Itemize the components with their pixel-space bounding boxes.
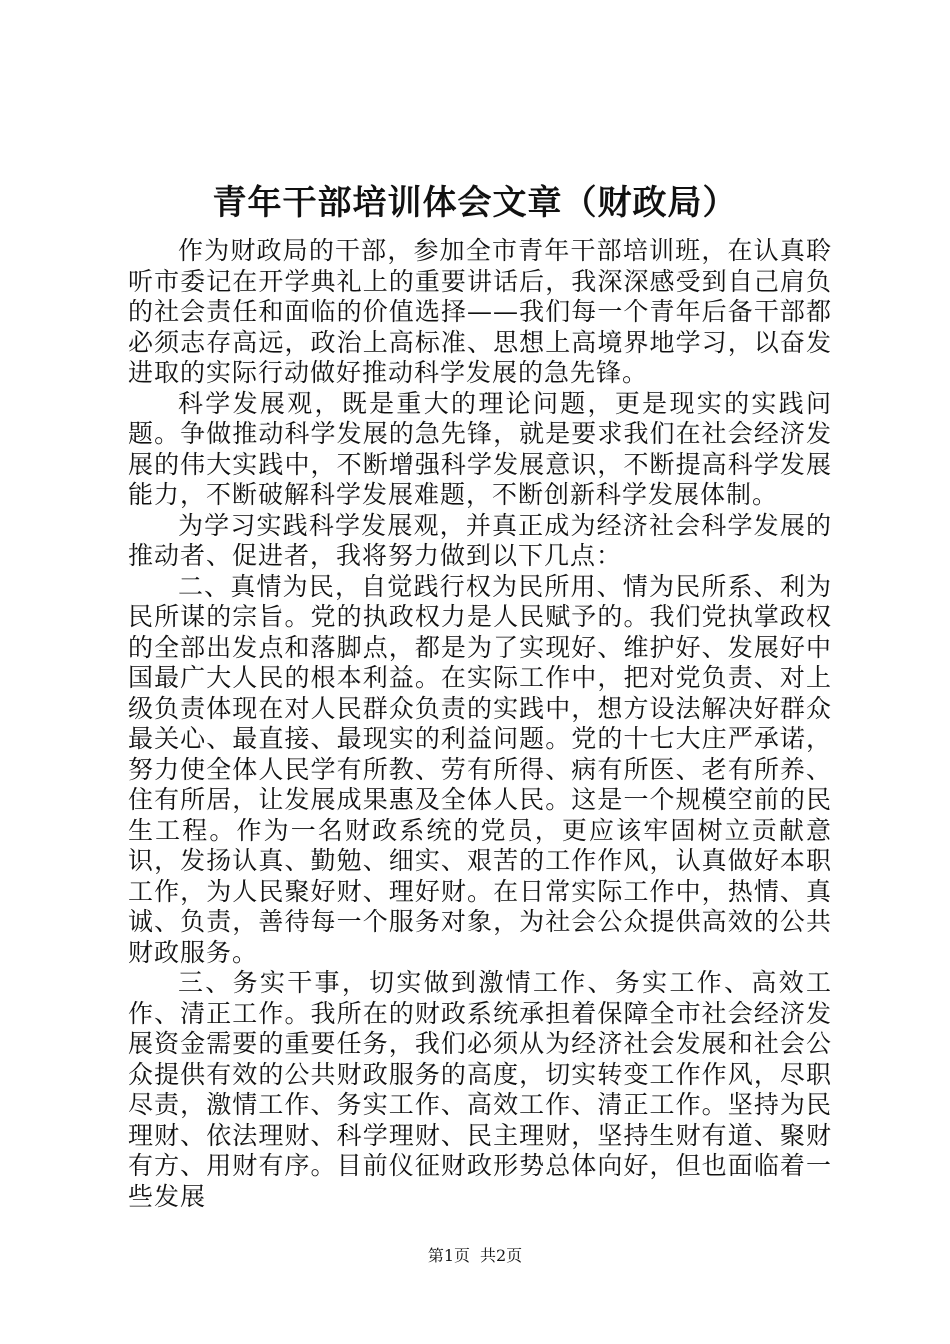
paragraph-scientific-development: 科学发展观，既是重大的理论问题，更是现实的实践问题。争做推动科学发展的急先锋，就是要求我们在社会经济发展的伟大实践中，不断增强科学发展意识，不断提高科学发展能力，不断破解科学发展难题，不断创新科学发展体制。 [128,388,832,509]
document-body [128,236,832,1212]
paragraph-intro: 作为财政局的干部，参加全市青年干部培训班，在认真聆听市委记在开学典礼上的重要讲话后，我深深感受到自己肩负的社会责任和面临的价值选择——我们每一个青年后备干部都必须志存高远，政治上高标准、思想上高境界地学习，以奋发进取的实际行动做好推动科学发展的急先锋。 [128,236,832,387]
paragraph-point-three: 三、务实干事，切实做到激情工作、务实工作、高效工作、清正工作。我所在的财政系统承担着保障全市社会经济发展资金需要的重要任务，我们必须从为经济社会发展和社会公众提供有效的公共财政服务的高度，切实转变工作作风，尽职尽责，激情工作、务实工作、高效工作、清正工作。坚持为民理财、依法理财、科学理财、民主理财，坚持生财有道、聚财有方、用财有序。目前仪征财政形势总体向好，但也面临着一些发展 [128,968,832,1211]
page-footer [0,1246,950,1266]
page-total: 共2页 [480,1246,523,1265]
page-number: 第1页 [427,1246,470,1265]
document-title: 青年干部培训体会文章（财政局） [212,183,738,223]
paragraph-commitment: 为学习实践科学发展观，并真正成为经济社会科学发展的推动者、促进者，我将努力做到以下几点： [128,510,832,570]
paragraph-point-two: 二、真情为民，自觉践行权为民所用、情为民所系、利为民所谋的宗旨。党的执政权力是人民赋予的。我们党执掌政权的全部出发点和落脚点，都是为了实现好、维护好、发展好中国最广大人民的根本利益。在实际工作中，把对党负责、对上级负责体现在对人民群众负责的实践中，想方设法解决好群众最关心、最直接、最现实的利益问题。党的十七大庄严承诺，努力使全体人民学有所教、劳有所得、病有所医、老有所养、住有所居，让发展成果惠及全体人民。这是一个规模空前的民生工程。作为一名财政系统的党员，更应该牢固树立贡献意识，发扬认真、勤勉、细实、艰苦的工作作风，认真做好本职工作，为人民聚好财、理好财。在日常实际工作中，热情、真诚、负责，善待每一个服务对象，为社会公众提供高效的公共财政服务。 [128,571,832,967]
